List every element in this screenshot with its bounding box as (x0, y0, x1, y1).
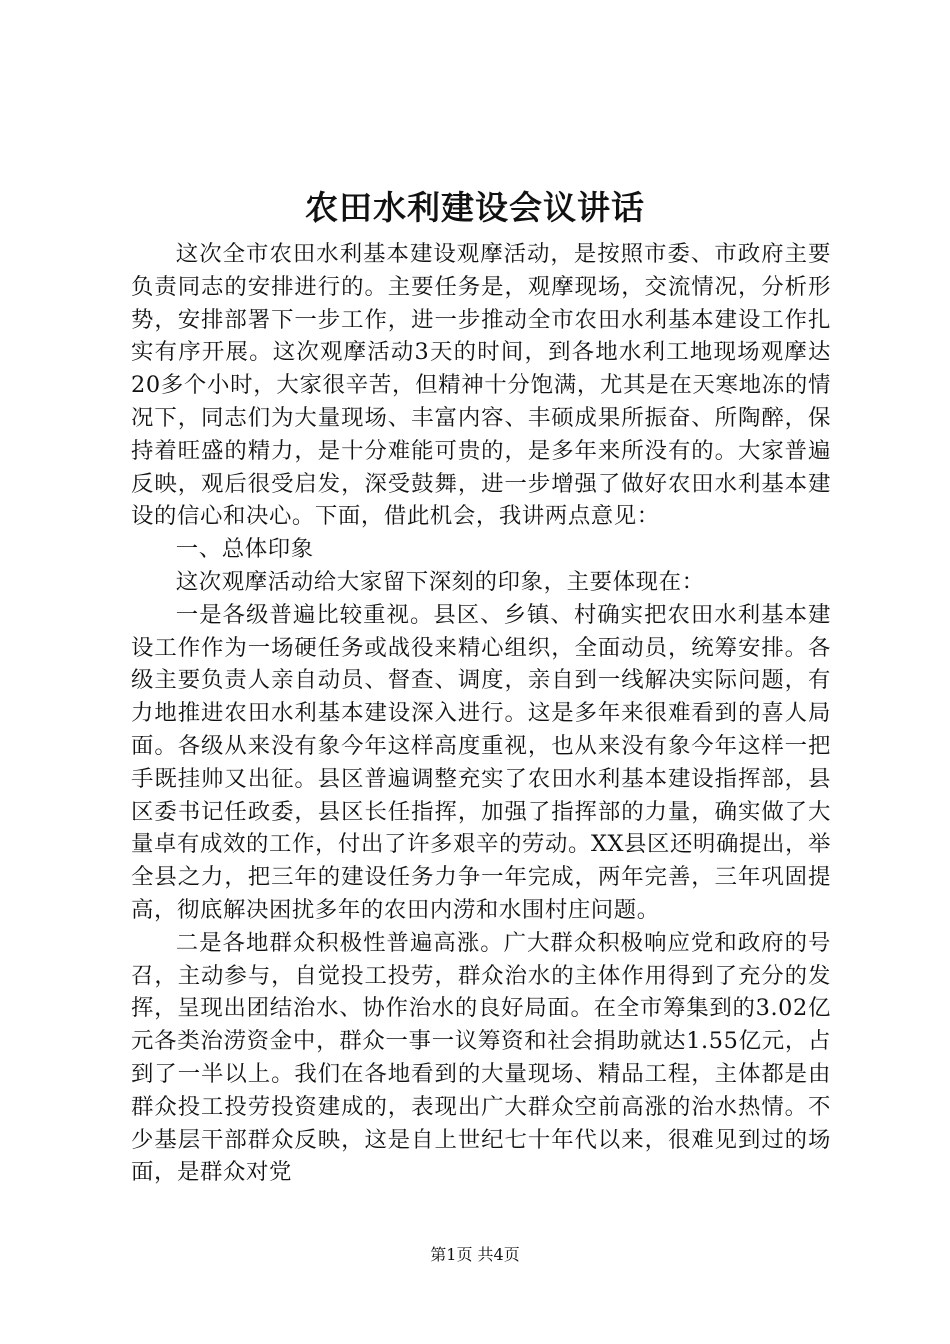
document-body (131, 238, 831, 1189)
paragraph-point-one: 一是各级普遍比较重视。县区、乡镇、村确实把农田水利基本建设工作作为一场硬任务或战役来精心组织，全面动员，统筹安排。各级主要负责人亲自动员、督查、调度，亲自到一线解决实际问题，有力地推进农田水利基本建设深入进行。这是多年来很难看到的喜人局面。各级从来没有象今年这样高度重视，也从来没有象今年这样一把手既挂帅又出征。县区普遍调整充实了农田水利基本建设指挥部，县区委书记任政委，县区长任指挥，加强了指挥部的力量，确实做了大量卓有成效的工作，付出了许多艰辛的劳动。XX县区还明确提出，举全县之力，把三年的建设任务力争一年完成，两年完善，三年巩固提高，彻底解决困扰多年的农田内涝和水围村庄问题。 (131, 601, 831, 923)
page-footer: 第1页 共4页 (430, 1245, 520, 1264)
document-title: 农田水利建设会议讲话 (305, 188, 645, 227)
paragraph-summary: 这次观摩活动给大家留下深刻的印象，主要体现在： (175, 568, 705, 595)
paragraph-point-two: 二是各地群众积极性普遍高涨。广大群众积极响应党和政府的号召，主动参与，自觉投工投劳，群众治水的主体作用得到了充分的发挥，呈现出团结治水、协作治水的良好局面。在全市筹集到的3.02亿元各类治涝资金中，群众一事一议筹资和社会捐助就达1.55亿元，占到了一半以上。我们在各地看到的大量现场、精品工程，主体都是由群众投工投劳投资建成的，表现出广大群众空前高涨的治水热情。不少基层干部群众反映，这是自上世纪七十年代以来，很难见到过的场面，是群众对党 (131, 929, 831, 1186)
paragraph-intro: 这次全市农田水利基本建设观摩活动，是按照市委、市政府主要负责同志的安排进行的。主要任务是，观摩现场，交流情况，分析形势，安排部署下一步工作，进一步推动全市农田水利基本建设工作扎实有序开展。这次观摩活动3天的时间，到各地水利工地现场观摩达20多个小时，大家很辛苦，但精神十分饱满，尤其是在天寒地冻的情况下，同志们为大量现场、丰富内容、丰硕成果所振奋、所陶醉，保持着旺盛的精力，是十分难能可贵的，是多年来所没有的。大家普遍反映，观后很受启发，深受鼓舞，进一步增强了做好农田水利基本建设的信心和决心。下面，借此机会，我讲两点意见： (131, 241, 831, 530)
section-heading: 一、总体印象 (175, 536, 314, 563)
